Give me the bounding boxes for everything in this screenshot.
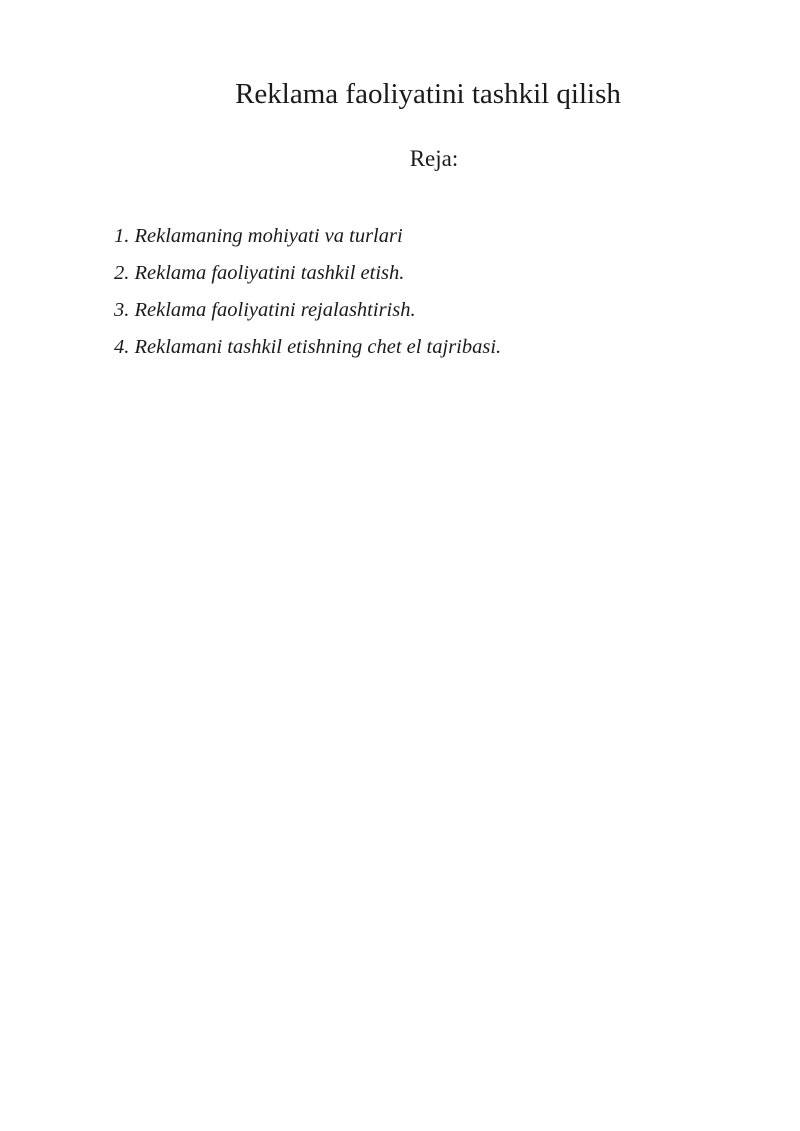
plan-list <box>114 218 501 366</box>
page-title: Reklama faoliyatini tashkil qilish <box>235 78 621 110</box>
plan-item-2: 2. Reklama faoliyatini tashkil etish. <box>114 262 405 284</box>
plan-item-1: 1. Reklamaning mohiyati va turlari <box>114 225 403 247</box>
plan-item-4: 4. Reklamani tashkil etishning chet el tajribasi. <box>114 336 502 358</box>
plan-item-3: 3. Reklama faoliyatini rejalashtirish. <box>114 299 416 321</box>
plan-heading: Reja: <box>409 146 459 171</box>
